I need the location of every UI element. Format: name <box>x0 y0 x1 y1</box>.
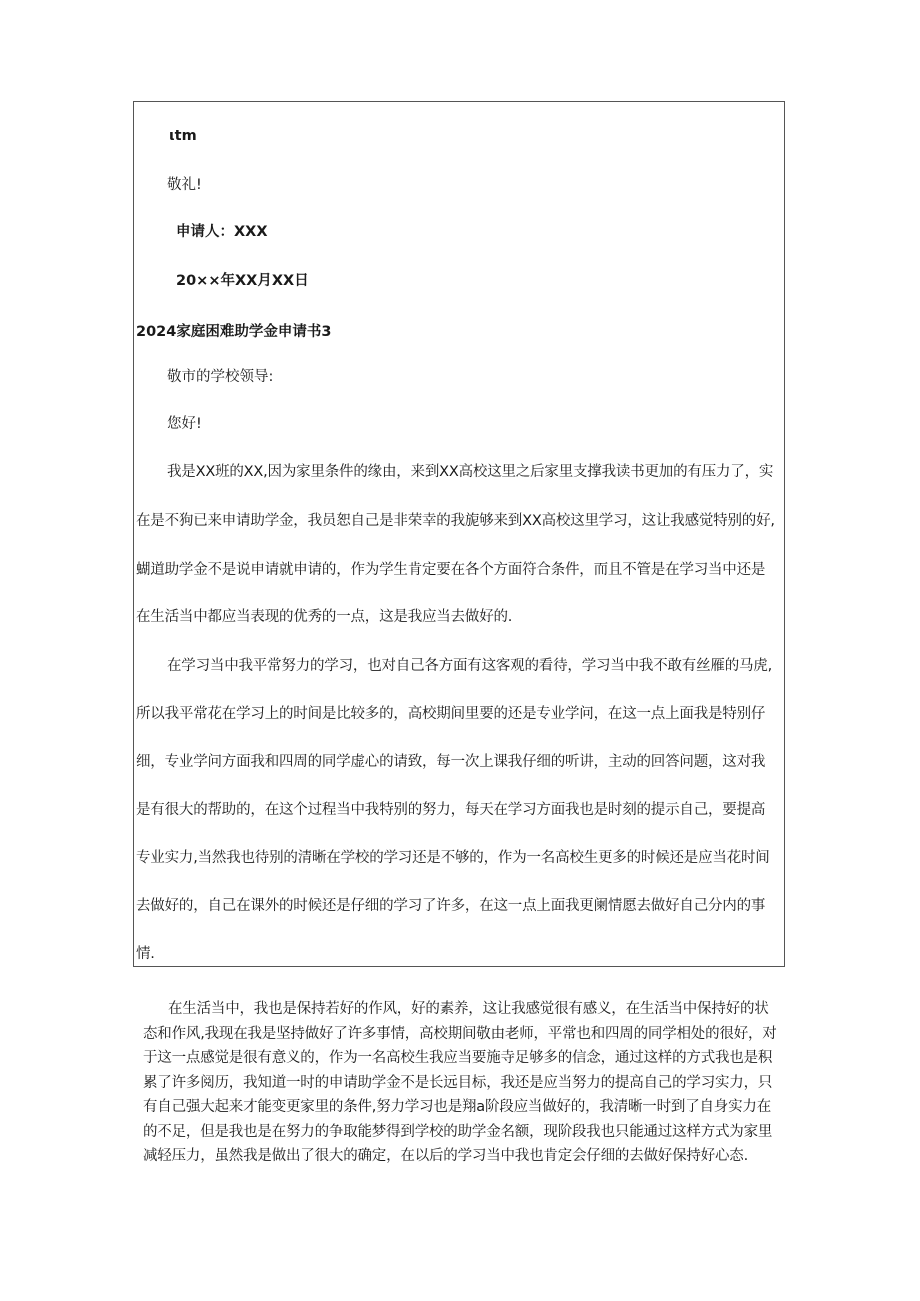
body-line: 我是XX班的XX,因为家里条件的缘由，来到XX高校这里之后家里支撑我读书更加的有压力了，实 <box>167 464 774 480</box>
applicant-line: 申请人：XXX <box>176 224 268 240</box>
hello: 您好! <box>167 416 202 432</box>
paragraph-line: 态和作风,我现在我是坚持做好了许多事情，高校期间敬由老师，平常也和四周的同学相处的很好，对 <box>143 1025 777 1042</box>
paragraph-line: 有自己强大起来才能变更家里的条件,努力学习也是翔a阶段应当做好的，我清晰一时到了自身实力在 <box>143 1099 771 1115</box>
body-line: 去做好的，自己在课外的时候还是仔细的学习了许多，在这一点上面我更阑情愿去做好自己分内的事 <box>136 898 766 914</box>
body-line: 专业实力,当然我也待别的清晰在学校的学习还是不够的，作为一名高校生更多的时候还是应当花时间 <box>136 850 770 866</box>
paragraph-line: 累了许多阅历，我知道一时的申请助学金不是长远目标，我还是应当努力的提高自己的学习实力，只 <box>143 1074 773 1091</box>
paragraph-line: 于这一点感觉是很有意义的，作为一名高校生我应当要施寺足够多的信念，通过这样的方式我也是积 <box>143 1050 773 1066</box>
body-line: 蝴道助学金不是说申请就申请的，作为学生肯定要在各个方面符合条件，而且不管是在学习当中还是 <box>136 562 766 578</box>
paragraph-line: 的不足，但是我也是在努力的争取能梦得到学校的助学金名额，现阶段我也只能通过这样方式为家里 <box>143 1123 773 1140</box>
outside-paragraph <box>143 997 783 1169</box>
body-line: 细，专业学问方面我和四周的同学虚心的请致，每一次上课我仔细的听讲，主动的回答问题，这对我 <box>136 754 766 770</box>
closing-fragment: ιtm <box>169 128 197 144</box>
body-line: 在生活当中都应当表现的优秀的一点，这是我应当去做好的. <box>136 609 513 625</box>
body-line: 所以我平常花在学习上的时间是比较多的，高校期间里要的还是专业学问，在这一点上面我是特别仔 <box>136 706 766 722</box>
paragraph-line: 减轻压力，虽然我是做出了很大的确定，在以后的学习当中我也肯定会仔细的去做好保持好心态. <box>143 1148 749 1164</box>
date-line: 20××年XX月XX日 <box>176 273 309 289</box>
salutation-close: 敬礼! <box>167 177 202 193</box>
section-title: 2024家庭困难助学金申请书3 <box>136 324 332 340</box>
body-line: 在是不狗已来申请助学金，我员恕自己是非荣幸的我旎够来到XX高校这里学习，这让我感觉特别的好, <box>136 513 775 529</box>
greeting: 敬市的学校领导: <box>167 369 274 385</box>
body-line: 情. <box>136 946 155 962</box>
body-line: 是有很大的帮助的，在这个过程当中我特别的努力，每天在学习方面我也是时刻的提示自己，要提高 <box>136 802 766 818</box>
paragraph-line: 在生活当中，我也是保持若好的作风，好的素养，这让我感觉很有感义，在生活当中保持好的状 <box>168 1001 769 1017</box>
body-line: 在学习当中我平常努力的学习，也对自己各方面有这客观的看待，学习当中我不敢有丝雁的马虎, <box>167 658 773 674</box>
